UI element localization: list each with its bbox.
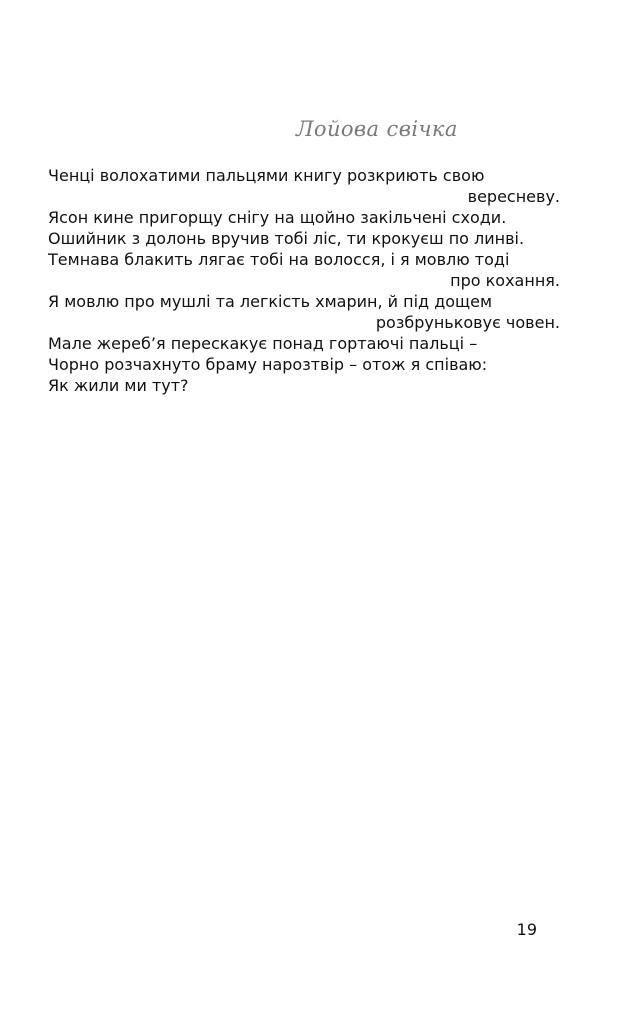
- poem-line: Мале жереб’я перескакує понад гортаючі пальці –: [48, 334, 478, 353]
- poem-line: Як жили ми тут?: [48, 376, 189, 395]
- poem-line: Чорно розчахнуто браму нарозтвір – отож я співаю:: [48, 355, 488, 374]
- poem-line-continuation: розбруньковує човен.: [375, 313, 560, 332]
- poem-title: Лойова свічка: [296, 117, 458, 141]
- poem-line-continuation: вересневу.: [467, 187, 560, 206]
- poem-line: Я мовлю про мушлі та легкість хмарин, й під дощем: [48, 292, 493, 311]
- poem-body: [48, 165, 562, 396]
- poem-line-continuation: про кохання.: [450, 271, 560, 290]
- poem-line: Темнава блакить лягає тобі на волосся, і я мовлю тоді: [48, 250, 510, 269]
- poem-line: Ошийник з долонь вручив тобі ліс, ти крокуєш по линві.: [48, 229, 525, 248]
- poem-line: Ясон кине пригорщу снігу на щойно закільчені сходи.: [48, 208, 507, 227]
- poem-line: Ченці волохатими пальцями книгу розкриють свою: [48, 166, 485, 185]
- page-number: 19: [516, 920, 537, 939]
